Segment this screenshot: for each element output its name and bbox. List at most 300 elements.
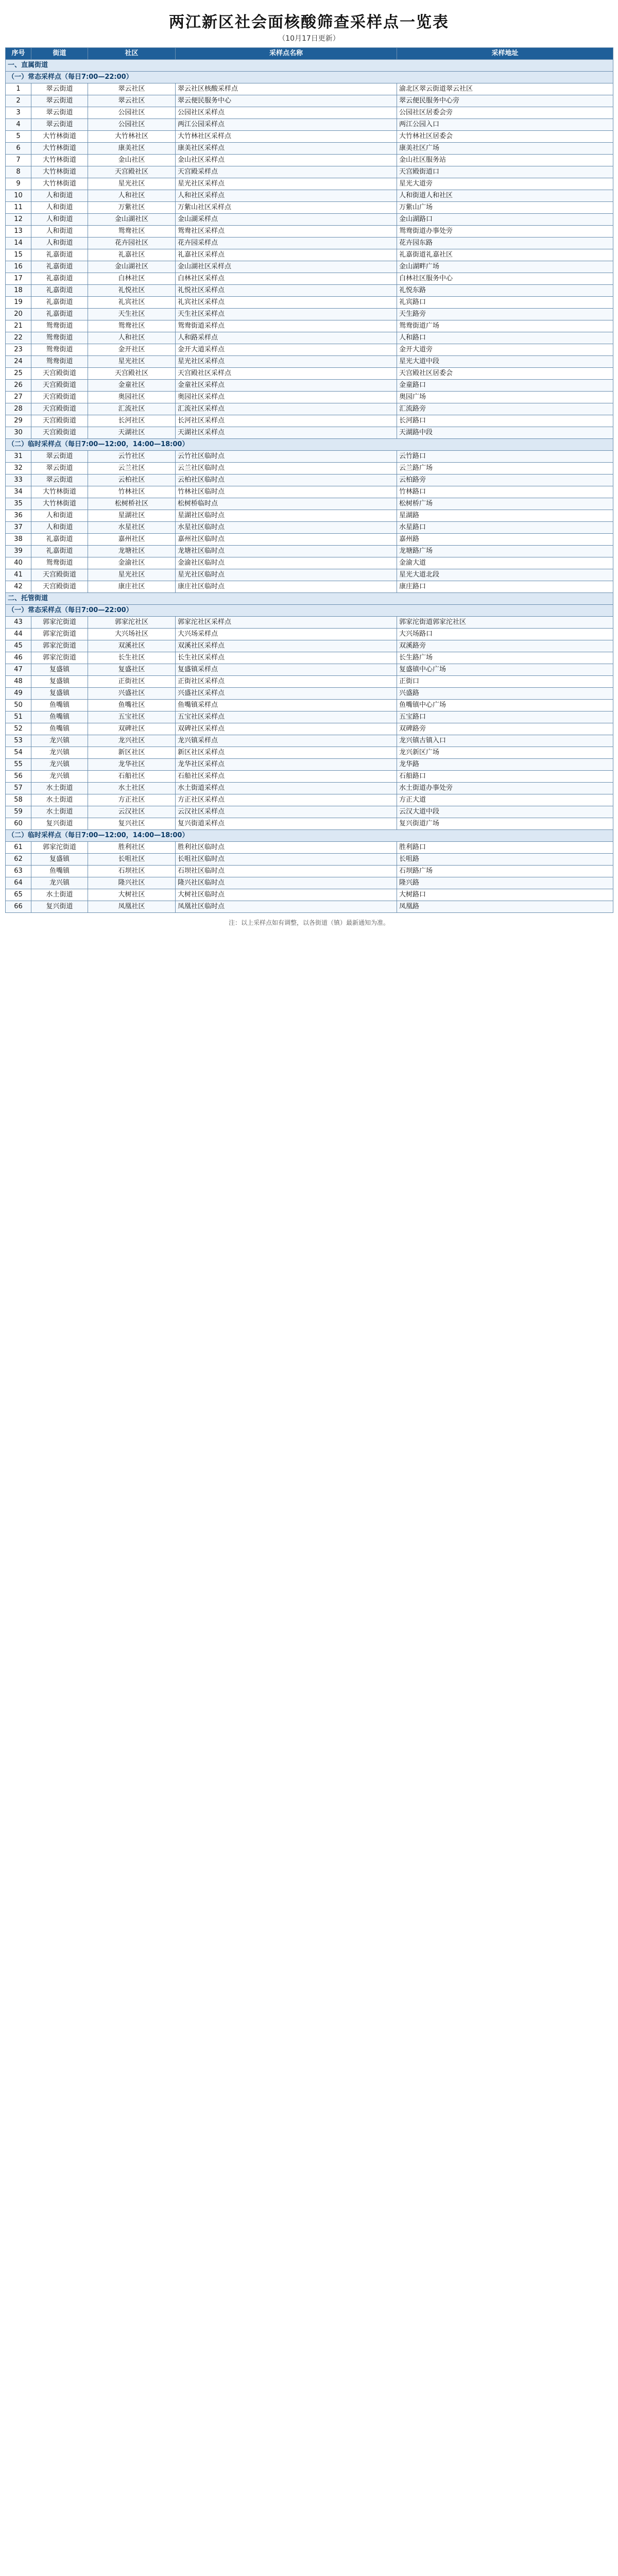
cell-no: 5: [6, 131, 31, 143]
cell-no: 35: [6, 498, 31, 510]
cell-street: 郭家沱街道: [31, 617, 88, 629]
cell-street: 郭家沱街道: [31, 842, 88, 854]
cell-no: 50: [6, 700, 31, 711]
cell-site: 翠云社区核酸采样点: [176, 83, 397, 95]
cell-site: 方正社区采样点: [176, 794, 397, 806]
cell-site: 奥园社区采样点: [176, 392, 397, 403]
page-title: 两江新区社会面核酸筛查采样点一览表: [169, 13, 449, 31]
cell-address: 鸳鸯街道广场: [397, 320, 613, 332]
table-row: [6, 735, 613, 747]
cell-no: 24: [6, 356, 31, 368]
cell-street: 复盛镇: [31, 688, 88, 700]
cell-site: 大兴场采样点: [176, 629, 397, 640]
cell-address: 星光大道中段: [397, 356, 613, 368]
cell-street: 水土街道: [31, 783, 88, 794]
cell-street: 礼嘉街道: [31, 273, 88, 285]
cell-site: 人和社区采样点: [176, 190, 397, 202]
table-row: [6, 723, 613, 735]
cell-street: 龙兴镇: [31, 771, 88, 783]
table-row: [6, 155, 613, 166]
cell-community: 大竹林社区: [88, 131, 176, 143]
cell-address: 金山湖路口: [397, 214, 613, 226]
table-row: [6, 107, 613, 119]
table-row: [6, 688, 613, 700]
cell-site: 龙华社区采样点: [176, 759, 397, 771]
cell-address: 白林社区服务中心: [397, 273, 613, 285]
cell-address: 天生路旁: [397, 309, 613, 320]
table-row: [6, 451, 613, 463]
cell-site: 石船社区采样点: [176, 771, 397, 783]
cell-site: 白林社区采样点: [176, 273, 397, 285]
cell-address: 龙兴镇古镇入口: [397, 735, 613, 747]
cell-site: 正街社区采样点: [176, 676, 397, 688]
cell-no: 4: [6, 119, 31, 131]
table-row: [6, 557, 613, 569]
cell-street: 鸳鸯街道: [31, 332, 88, 344]
cell-no: 39: [6, 546, 31, 557]
cell-community: 长生社区: [88, 652, 176, 664]
table-row: [6, 119, 613, 131]
cell-community: 双碑社区: [88, 723, 176, 735]
cell-no: 1: [6, 83, 31, 95]
cell-site: 金渝社区临时点: [176, 557, 397, 569]
cell-site: 凤凰社区临时点: [176, 901, 397, 913]
cell-address: 奥园广场: [397, 392, 613, 403]
cell-site: 汇流社区采样点: [176, 403, 397, 415]
cell-community: 公园社区: [88, 107, 176, 119]
cell-address: 云兰路广场: [397, 463, 613, 474]
table-row: [6, 320, 613, 332]
cell-street: 翠云街道: [31, 451, 88, 463]
cell-site: 大树社区临时点: [176, 889, 397, 901]
cell-community: 竹林社区: [88, 486, 176, 498]
cell-no: 37: [6, 522, 31, 534]
cell-no: 63: [6, 866, 31, 877]
cell-community: 松树桥社区: [88, 498, 176, 510]
cell-no: 27: [6, 392, 31, 403]
table-row: [6, 403, 613, 415]
table-row: [6, 889, 613, 901]
cell-address: 鸳鸯街道办事处旁: [397, 226, 613, 238]
cell-community: 大树社区: [88, 889, 176, 901]
cell-address: 复兴街道广场: [397, 818, 613, 830]
table-row: [6, 498, 613, 510]
cell-address: 郭家沱街道郭家沱社区: [397, 617, 613, 629]
cell-street: 水土街道: [31, 806, 88, 818]
table-row: [6, 866, 613, 877]
subsection-label: （一）常态采样点（每日7:00—22:00）: [6, 72, 613, 83]
cell-community: 人和社区: [88, 190, 176, 202]
cell-address: 礼宾路口: [397, 297, 613, 309]
cell-address: 竹林路口: [397, 486, 613, 498]
cell-no: 30: [6, 427, 31, 439]
table-row: [6, 261, 613, 273]
column-header-address: 采样地址: [397, 48, 613, 60]
table-row: [6, 534, 613, 546]
cell-address: 龙塘路广场: [397, 546, 613, 557]
cell-street: 翠云街道: [31, 83, 88, 95]
cell-no: 60: [6, 818, 31, 830]
cell-address: 两江公园入口: [397, 119, 613, 131]
table-row: [6, 297, 613, 309]
cell-street: 人和街道: [31, 214, 88, 226]
cell-address: 水土街道办事处旁: [397, 783, 613, 794]
cell-site: 康美社区采样点: [176, 143, 397, 155]
table-row: [6, 309, 613, 320]
cell-no: 36: [6, 510, 31, 522]
cell-no: 25: [6, 368, 31, 380]
cell-site: 竹林社区临时点: [176, 486, 397, 498]
cell-street: 鸳鸯街道: [31, 320, 88, 332]
subsection-label: （一）常态采样点（每日7:00—22:00）: [6, 605, 613, 617]
cell-address: 隆兴路: [397, 877, 613, 889]
cell-site: 公园社区采样点: [176, 107, 397, 119]
cell-community: 云兰社区: [88, 463, 176, 474]
cell-address: 汇流路旁: [397, 403, 613, 415]
cell-no: 56: [6, 771, 31, 783]
subsection-label: （二）临时采样点（每日7:00—12:00，14:00—18:00）: [6, 439, 613, 451]
cell-no: 55: [6, 759, 31, 771]
cell-street: 鸳鸯街道: [31, 557, 88, 569]
cell-site: 复盛镇采样点: [176, 664, 397, 676]
cell-community: 万紫社区: [88, 202, 176, 214]
cell-no: 17: [6, 273, 31, 285]
cell-address: 长生路广场: [397, 652, 613, 664]
cell-street: 龙兴镇: [31, 877, 88, 889]
cell-no: 7: [6, 155, 31, 166]
cell-no: 51: [6, 711, 31, 723]
cell-street: 大竹林街道: [31, 143, 88, 155]
section-header: [6, 60, 613, 72]
cell-no: 31: [6, 451, 31, 463]
cell-community: 天宫殿社区: [88, 368, 176, 380]
cell-address: 云柏路旁: [397, 474, 613, 486]
cell-community: 礼嘉社区: [88, 249, 176, 261]
table-row: [6, 202, 613, 214]
cell-community: 人和社区: [88, 332, 176, 344]
cell-no: 41: [6, 569, 31, 581]
table-row: [6, 700, 613, 711]
cell-community: 水星社区: [88, 522, 176, 534]
subsection-header: [6, 439, 613, 451]
page-subtitle: （10月17日更新）: [278, 35, 340, 43]
cell-street: 礼嘉街道: [31, 534, 88, 546]
cell-no: 21: [6, 320, 31, 332]
cell-site: 双溪社区采样点: [176, 640, 397, 652]
cell-site: 兴盛社区采样点: [176, 688, 397, 700]
cell-no: 11: [6, 202, 31, 214]
cell-site: 水土街道采样点: [176, 783, 397, 794]
cell-no: 28: [6, 403, 31, 415]
cell-address: 星光大道北段: [397, 569, 613, 581]
table-row: [6, 629, 613, 640]
cell-community: 大兴场社区: [88, 629, 176, 640]
cell-site: 水星社区临时点: [176, 522, 397, 534]
cell-address: 金童路口: [397, 380, 613, 392]
cell-community: 金童社区: [88, 380, 176, 392]
cell-street: 复盛镇: [31, 854, 88, 866]
table-row: [6, 617, 613, 629]
cell-community: 星光社区: [88, 569, 176, 581]
table-row: [6, 178, 613, 190]
cell-address: 星湖路: [397, 510, 613, 522]
table-row: [6, 546, 613, 557]
cell-no: 44: [6, 629, 31, 640]
cell-no: 61: [6, 842, 31, 854]
cell-street: 天宫殿街道: [31, 392, 88, 403]
cell-address: 渝北区翠云街道翠云社区: [397, 83, 613, 95]
cell-address: 云竹路口: [397, 451, 613, 463]
cell-community: 翠云社区: [88, 83, 176, 95]
cell-no: 57: [6, 783, 31, 794]
cell-street: 郭家沱街道: [31, 652, 88, 664]
cell-community: 长咀社区: [88, 854, 176, 866]
subsection-header: [6, 605, 613, 617]
table-header: [6, 48, 613, 60]
column-header-site: 采样点名称: [176, 48, 397, 60]
cell-address: 翠云便民服务中心旁: [397, 95, 613, 107]
cell-site: 金山社区采样点: [176, 155, 397, 166]
cell-site: 星湖社区临时点: [176, 510, 397, 522]
cell-no: 13: [6, 226, 31, 238]
cell-no: 42: [6, 581, 31, 593]
cell-community: 鸳鸯社区: [88, 226, 176, 238]
cell-address: 康美社区广场: [397, 143, 613, 155]
cell-site: 星光社区采样点: [176, 356, 397, 368]
column-header-no: 序号: [6, 48, 31, 60]
cell-no: 40: [6, 557, 31, 569]
cell-no: 62: [6, 854, 31, 866]
cell-no: 23: [6, 344, 31, 356]
cell-no: 12: [6, 214, 31, 226]
cell-no: 47: [6, 664, 31, 676]
cell-street: 礼嘉街道: [31, 309, 88, 320]
cell-no: 34: [6, 486, 31, 498]
table-row: [6, 522, 613, 534]
footer-note: 注：以上采样点如有调整，以各街道（镇）最新通知为准。: [228, 919, 389, 926]
cell-street: 礼嘉街道: [31, 261, 88, 273]
cell-address: 凤凰路: [397, 901, 613, 913]
cell-street: 礼嘉街道: [31, 249, 88, 261]
cell-site: 天湖社区采样点: [176, 427, 397, 439]
cell-street: 复兴街道: [31, 818, 88, 830]
table-row: [6, 569, 613, 581]
cell-no: 53: [6, 735, 31, 747]
cell-site: 云汉社区采样点: [176, 806, 397, 818]
cell-community: 新区社区: [88, 747, 176, 759]
cell-address: 嘉州路: [397, 534, 613, 546]
cell-site: 万紫山社区采样点: [176, 202, 397, 214]
cell-community: 康美社区: [88, 143, 176, 155]
cell-no: 54: [6, 747, 31, 759]
cell-site: 康庄社区临时点: [176, 581, 397, 593]
cell-street: 礼嘉街道: [31, 285, 88, 297]
cell-no: 14: [6, 238, 31, 249]
cell-community: 鱼嘴社区: [88, 700, 176, 711]
cell-street: 天宫殿街道: [31, 581, 88, 593]
cell-site: 翠云便民服务中心: [176, 95, 397, 107]
cell-street: 龙兴镇: [31, 759, 88, 771]
cell-community: 龙塘社区: [88, 546, 176, 557]
cell-street: 大竹林街道: [31, 131, 88, 143]
cell-no: 46: [6, 652, 31, 664]
cell-street: 鱼嘴镇: [31, 723, 88, 735]
cell-community: 汇流社区: [88, 403, 176, 415]
cell-address: 龙华路: [397, 759, 613, 771]
cell-site: 龙塘社区临时点: [176, 546, 397, 557]
cell-address: 双碑路旁: [397, 723, 613, 735]
column-header-street: 街道: [31, 48, 88, 60]
cell-street: 鱼嘴镇: [31, 866, 88, 877]
cell-community: 白林社区: [88, 273, 176, 285]
cell-site: 郭家沱社区采样点: [176, 617, 397, 629]
cell-community: 花卉园社区: [88, 238, 176, 249]
cell-community: 康庄社区: [88, 581, 176, 593]
cell-site: 复兴街道采样点: [176, 818, 397, 830]
cell-street: 复盛镇: [31, 664, 88, 676]
cell-community: 公园社区: [88, 119, 176, 131]
cell-address: 公园社区居委会旁: [397, 107, 613, 119]
cell-site: 星光社区采样点: [176, 178, 397, 190]
cell-no: 65: [6, 889, 31, 901]
cell-community: 金渝社区: [88, 557, 176, 569]
table-row: [6, 344, 613, 356]
cell-address: 长河路口: [397, 415, 613, 427]
cell-address: 复盛镇中心广场: [397, 664, 613, 676]
table-row: [6, 771, 613, 783]
cell-street: 天宫殿街道: [31, 427, 88, 439]
cell-street: 人和街道: [31, 522, 88, 534]
cell-address: 花卉园东路: [397, 238, 613, 249]
cell-no: 16: [6, 261, 31, 273]
cell-address: 礼悦东路: [397, 285, 613, 297]
cell-street: 天宫殿街道: [31, 415, 88, 427]
cell-address: 方正大道: [397, 794, 613, 806]
cell-site: 双碑社区采样点: [176, 723, 397, 735]
cell-street: 礼嘉街道: [31, 546, 88, 557]
cell-address: 云汉大道中段: [397, 806, 613, 818]
cell-community: 奥园社区: [88, 392, 176, 403]
cell-street: 复兴街道: [31, 901, 88, 913]
cell-site: 礼嘉社区采样点: [176, 249, 397, 261]
cell-street: 人和街道: [31, 190, 88, 202]
cell-no: 15: [6, 249, 31, 261]
cell-site: 胜利社区临时点: [176, 842, 397, 854]
cell-site: 长咀社区临时点: [176, 854, 397, 866]
cell-street: 鸳鸯街道: [31, 344, 88, 356]
cell-street: 人和街道: [31, 226, 88, 238]
cell-address: 石坝路广场: [397, 866, 613, 877]
table-row: [6, 510, 613, 522]
table-row: [6, 806, 613, 818]
cell-community: 水土社区: [88, 783, 176, 794]
cell-street: 鱼嘴镇: [31, 711, 88, 723]
table-row: [6, 83, 613, 95]
table-row: [6, 392, 613, 403]
cell-site: 石坝社区临时点: [176, 866, 397, 877]
cell-address: 大兴场路口: [397, 629, 613, 640]
cell-no: 18: [6, 285, 31, 297]
cell-no: 48: [6, 676, 31, 688]
table-row: [6, 486, 613, 498]
cell-street: 郭家沱街道: [31, 640, 88, 652]
cell-address: 康庄路口: [397, 581, 613, 593]
cell-street: 大竹林街道: [31, 155, 88, 166]
cell-community: 礼宾社区: [88, 297, 176, 309]
cell-site: 金开大道采样点: [176, 344, 397, 356]
table-row: [6, 143, 613, 155]
cell-street: 鱼嘴镇: [31, 700, 88, 711]
table-body: [6, 60, 613, 913]
cell-community: 礼悦社区: [88, 285, 176, 297]
cell-no: 32: [6, 463, 31, 474]
table-row: [6, 652, 613, 664]
table-row: [6, 166, 613, 178]
cell-community: 云竹社区: [88, 451, 176, 463]
cell-address: 星光大道旁: [397, 178, 613, 190]
cell-site: 礼宾社区采样点: [176, 297, 397, 309]
section-label: 二、托管街道: [6, 593, 613, 605]
table-row: [6, 581, 613, 593]
cell-no: 2: [6, 95, 31, 107]
cell-address: 人和街道人和社区: [397, 190, 613, 202]
table-row: [6, 664, 613, 676]
cell-address: 胜利路口: [397, 842, 613, 854]
cell-street: 大竹林街道: [31, 166, 88, 178]
cell-no: 19: [6, 297, 31, 309]
cell-community: 天湖社区: [88, 427, 176, 439]
table-row: [6, 356, 613, 368]
table-row: [6, 783, 613, 794]
cell-street: 礼嘉街道: [31, 297, 88, 309]
cell-community: 正街社区: [88, 676, 176, 688]
cell-street: 翠云街道: [31, 474, 88, 486]
table-row: [6, 95, 613, 107]
cell-community: 郭家沱社区: [88, 617, 176, 629]
cell-community: 龙华社区: [88, 759, 176, 771]
cell-no: 64: [6, 877, 31, 889]
cell-street: 鸳鸯街道: [31, 356, 88, 368]
cell-no: 52: [6, 723, 31, 735]
cell-community: 星光社区: [88, 356, 176, 368]
cell-site: 花卉园采样点: [176, 238, 397, 249]
cell-street: 天宫殿街道: [31, 403, 88, 415]
table-row: [6, 415, 613, 427]
cell-community: 兴盛社区: [88, 688, 176, 700]
cell-community: 翠云社区: [88, 95, 176, 107]
cell-street: 龙兴镇: [31, 747, 88, 759]
cell-street: 龙兴镇: [31, 735, 88, 747]
column-header-community: 社区: [88, 48, 176, 60]
table-row: [6, 818, 613, 830]
cell-community: 龙兴社区: [88, 735, 176, 747]
cell-street: 天宫殿街道: [31, 380, 88, 392]
cell-address: 金山湖畔广场: [397, 261, 613, 273]
cell-no: 66: [6, 901, 31, 913]
cell-address: 长咀路: [397, 854, 613, 866]
table-row: [6, 214, 613, 226]
table-row: [6, 759, 613, 771]
table-row: [6, 238, 613, 249]
cell-community: 凤凰社区: [88, 901, 176, 913]
cell-community: 天生社区: [88, 309, 176, 320]
cell-street: 天宫殿街道: [31, 569, 88, 581]
cell-community: 星光社区: [88, 178, 176, 190]
cell-community: 金山湖社区: [88, 261, 176, 273]
table-row: [6, 249, 613, 261]
cell-site: 云兰社区临时点: [176, 463, 397, 474]
cell-address: 松树桥广场: [397, 498, 613, 510]
